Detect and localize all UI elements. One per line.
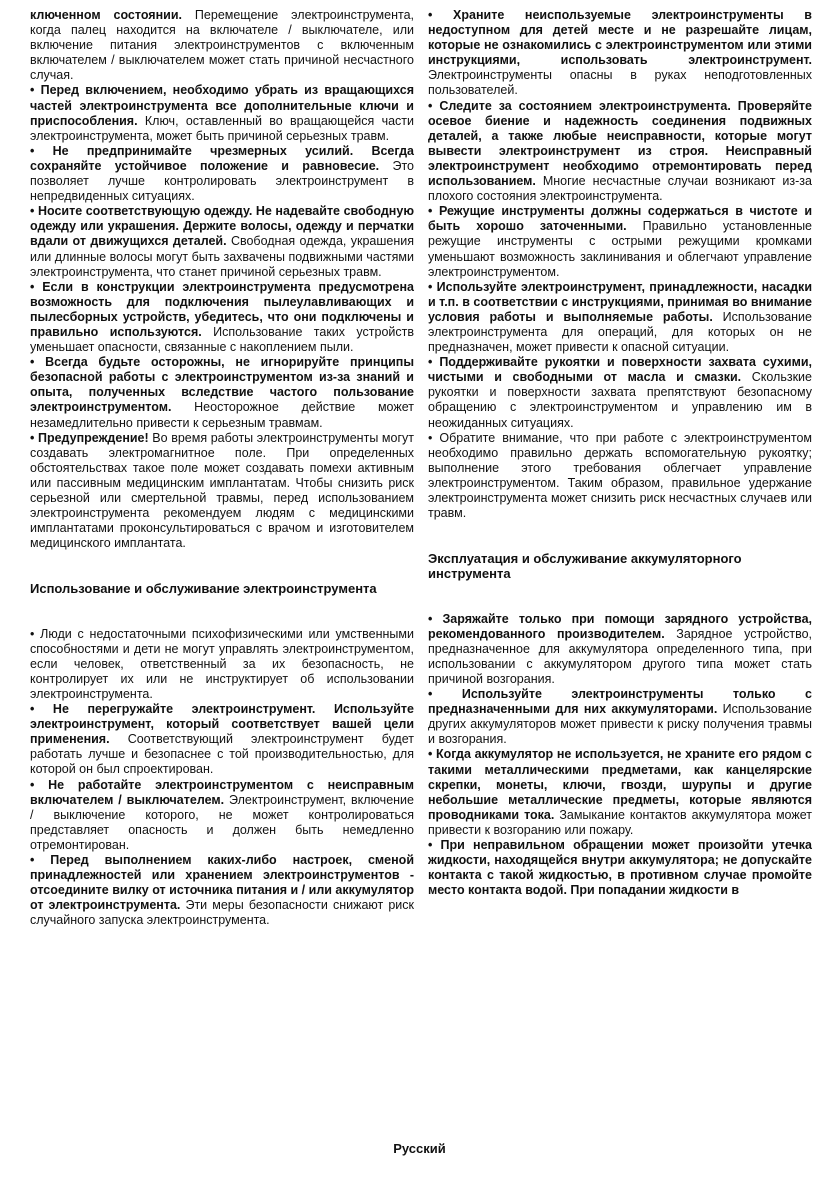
paragraph-bold-lead: • Всегда будьте осторожны, не игнорируйте принципы безопасной работы с электроинструментом из-за знаний и опыта, полученных вследствие частого пользование электроинструментом. (30, 355, 414, 415)
left-column (30, 8, 414, 928)
section-heading-tool-use: Использование и обслуживание электроинструмента (30, 581, 377, 597)
left-paragraphs-2 (30, 627, 414, 929)
paragraph-text: Использование других аккумуляторов может привести к риску получения травмы и возгорания. (428, 702, 812, 747)
paragraph-bold-lead: • Предупреждение! (30, 430, 149, 445)
paragraph-bold-lead: • Следите за состоянием электроинструмента. Проверяйте осевое биение и надежность соединения подвижных деталей, а также любые неисправности, которые могут вывести электроинструмент из строя. Неисправный электроинструмент необходимо отремонтировать перед использованием. (428, 98, 812, 189)
paragraph-bold-lead: • Заряжайте только при помощи зарядного устройства, рекомендованного производителем. (428, 611, 812, 641)
paragraph-text: Замыкание контактов аккумулятора может привести к возгоранию или пожару. (428, 807, 812, 837)
paragraph (30, 627, 414, 702)
paragraph-text: Электроинструмент, включение / выключение которого, не может контролироваться представляет опасность и должен быть немедленно отремонтирован. (30, 792, 414, 852)
paragraph (428, 8, 812, 99)
paragraph-text: • Обратите внимание, что при работе с электроинструментом необходимо правильно держать вспомогательную рукоятку; выполнение этого требования облегчает управление электроинструментом. Таким образом, правильное удержание электроинструмента может снизить риск несчастных случаев или травм. (428, 430, 812, 521)
paragraph (428, 204, 812, 279)
paragraph-text: Ключ, оставленный во вращающейся части электроинструмента, может быть причиной серьезных травм. (30, 113, 414, 143)
paragraph-bold-lead: • Храните неиспользуемые электроинструменты в недоступном для детей месте и не разрешайте лицам, которые не ознакомились с электроинструментом или этими инструкциями, использовать электроинструмент. (428, 8, 812, 68)
section-gap (428, 582, 812, 612)
paragraph-text: Скользкие рукоятки и поверхности захвата препятствуют безопасному обращению с электроинструментом и управлению им в неожиданных ситуациях. (428, 370, 812, 430)
paragraph-bold-lead: • Используйте электроинструмент, принадлежности, насадки и т.п. в соответствии с инструкциями, принимая во внимание условия работы и выполняемые работы. (428, 279, 812, 324)
paragraph (428, 612, 812, 687)
paragraph-bold-lead: • Поддерживайте рукоятки и поверхности захвата сухими, чистыми и свободными от масла и смазки. (428, 355, 812, 385)
paragraph-bold-lead: • Используйте электроинструменты только с предназначенными для них аккумуляторами. (428, 687, 812, 717)
paragraph-bold-lead: • Не предпринимайте чрезмерных усилий. Всегда сохраняйте устойчивое положение и равновесие. (30, 143, 414, 173)
right-paragraphs (428, 8, 812, 521)
paragraph-bold-lead: • При неправильном обращении может произойти утечка жидкости, находящейся внутри аккумулятора; не допускайте контакта с такой жидкостью, в противном случае промойте место контакта водой. При попадании жидкости в (428, 838, 812, 898)
paragraph-text: Многие несчастные случаи возникают из-за плохого состояния электроинструмента. (428, 174, 812, 204)
paragraph-bold-lead: • Режущие инструменты должны содержаться в чистоте и быть хорошо заточенными. (428, 204, 812, 234)
paragraph-bold-lead: • Если в конструкции электроинструмента предусмотрена возможность для подключения пылеулавливающих и пылесборных устройств, убедитесь, что они подключены и правильно используются. (30, 279, 414, 339)
paragraph-text: Перемещение электроинструмента, когда палец находится на включателе / выключателе, или включение питания электроинструментов с включенным включателем / выключателем может стать причиной несчастного случая. (30, 8, 414, 83)
paragraph (428, 687, 812, 747)
paragraph-bold-lead: • Когда аккумулятор не используется, не храните его рядом с такими металлическими предметами, как канцелярские скрепки, монеты, ключи, гвозди, шурупы и другие небольшие металлические предметы, которые являются проводниками тока. (428, 747, 812, 822)
paragraph-bold-lead: ключенном состоянии. (30, 8, 182, 22)
paragraph-text: Соответствующий электроинструмент будет работать лучше и безопаснее с той производительностью, для которой он был спроектирован. (30, 732, 414, 777)
right-paragraphs-2 (428, 612, 812, 899)
paragraph (428, 431, 812, 522)
paragraph-text: Использование таких устройств уменьшает опасности, связанные с накоплением пыли. (30, 324, 415, 355)
paragraph (30, 431, 414, 552)
paragraph-text: Зарядное устройство, предназначенное для аккумулятора определенного типа, при использовании с аккумулятором другого типа может стать причиной возгорания. (428, 626, 812, 686)
section-heading-battery-tool: Эксплуатация и обслуживание аккумуляторного инструмента (428, 551, 742, 582)
paragraph-bold-lead: • Носите соответствующую одежду. Не надевайте свободную одежду или украшения. Держите волосы, одежду и перчатки вдали от движущихся деталей. (30, 204, 414, 249)
paragraph (428, 99, 812, 205)
paragraph-text: Эти меры безопасности снижают риск случайного запуска электроинструмента. (30, 898, 414, 928)
paragraph-bold-lead: • Перед включением, необходимо убрать из вращающихся частей электроинструмента все дополнительные ключи и приспособления. (30, 83, 414, 128)
right-column (428, 8, 812, 898)
paragraph-text: Правильно установленные режущие инструменты с острыми режущими кромками уменьшают возможность заклинивания и облегчают управление электроинструментом. (428, 219, 813, 279)
paragraph (428, 280, 812, 355)
paragraph-bold-lead: • Не перегружайте электроинструмент. Используйте электроинструмент, который соответствует вашей цели применения. (30, 702, 414, 747)
section-gap (428, 521, 812, 551)
paragraph (30, 204, 414, 279)
paragraph (30, 280, 414, 355)
section-gap (30, 597, 414, 627)
paragraph-text: Это позволяет лучше контролировать электроинструмент в непредвиденных ситуациях. (30, 158, 414, 204)
left-paragraphs (30, 8, 414, 551)
paragraph-text: Использование электроинструмента для операций, для которых он не предназначен, может привести к опасной ситуации. (428, 309, 812, 355)
paragraph-text: Электроинструменты опасны в руках неподготовленных пользователей. (428, 68, 812, 98)
section-gap (30, 551, 414, 581)
paragraph (30, 355, 414, 430)
paragraph (428, 838, 812, 898)
paragraph (428, 355, 812, 430)
paragraph-bold-lead: • Перед выполнением каких-либо настроек, сменой принадлежностей или хранением электроинструментов - отсоедините вилку от источника питания и / или аккумулятор от электроинструмента. (30, 852, 414, 913)
page-footer-language: Русский (393, 1141, 446, 1156)
paragraph-text: Свободная одежда, украшения или длинные волосы могут быть захвачены подвижными частями электроинструмента, что станет причиной серьезных травм. (30, 234, 414, 279)
paragraph-bold-lead: • Не работайте электроинструментом с неисправным включателем / выключателем. (30, 777, 414, 807)
paragraph (30, 144, 414, 204)
paragraph (30, 8, 414, 83)
paragraph-text: Во время работы электроинструменты могут создавать электромагнитное поле. При определенных обстоятельствах такое поле может создавать помехи активным или пассивным медицинским имплантатам. Чтобы снизить риск серьезной или смертельной травмы, перед использованием электроинструмента рекомендуем людям с медицинскими имплантатами проконсультироваться с врачом и изготовителем медицинского имплантата. (30, 430, 414, 551)
paragraph (30, 778, 414, 853)
paragraph (30, 83, 414, 143)
paragraph-text: Неосторожное действие может незамедлительно привести к серьезным травмам. (30, 400, 414, 430)
paragraph-text: • Люди с недостаточными психофизическими или умственными способностями и дети не могут управлять электроинструментом, если человек, ответственный за их безопасность, не контролирует их или не инструктирует об использовании электроинструмента. (30, 626, 414, 701)
paragraph (428, 747, 812, 838)
paragraph (30, 853, 414, 928)
paragraph (30, 702, 414, 777)
